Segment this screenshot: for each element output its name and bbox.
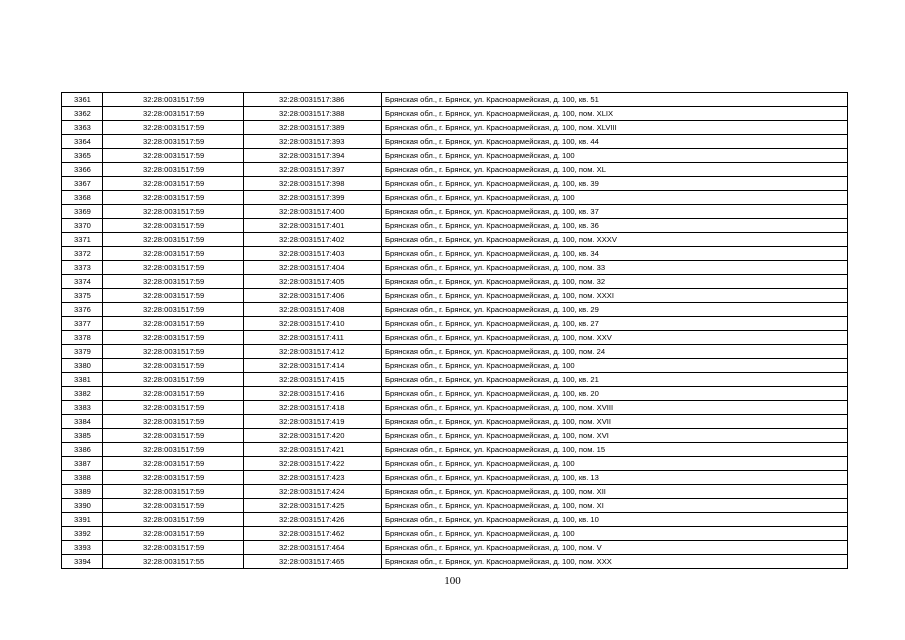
parcel-number-cell: 32:28:0031517:59 [103,275,244,289]
parcel-number-cell: 32:28:0031517:59 [103,457,244,471]
parcel-number-cell: 32:28:0031517:59 [103,149,244,163]
parcel-number-cell: 32:28:0031517:59 [103,135,244,149]
row-number-cell: 3371 [62,233,103,247]
row-number-cell: 3390 [62,499,103,513]
row-number-cell: 3380 [62,359,103,373]
table-row [62,93,848,107]
object-number-cell: 32:28:0031517:388 [244,107,382,121]
parcel-number-cell: 32:28:0031517:59 [103,121,244,135]
table-row [62,555,848,569]
table-row [62,373,848,387]
row-number-cell: 3388 [62,471,103,485]
table-row [62,471,848,485]
address-cell: Брянская обл., г. Брянск, ул. Красноармейская, д. 100 [382,457,848,471]
table-row [62,261,848,275]
object-number-cell: 32:28:0031517:415 [244,373,382,387]
table-row [62,205,848,219]
row-number-cell: 3372 [62,247,103,261]
parcel-number-cell: 32:28:0031517:59 [103,485,244,499]
object-number-cell: 32:28:0031517:389 [244,121,382,135]
table-row [62,149,848,163]
object-number-cell: 32:28:0031517:394 [244,149,382,163]
parcel-number-cell: 32:28:0031517:59 [103,303,244,317]
row-number-cell: 3376 [62,303,103,317]
row-number-cell: 3364 [62,135,103,149]
table-row [62,233,848,247]
parcel-number-cell: 32:28:0031517:59 [103,443,244,457]
address-cell: Брянская обл., г. Брянск, ул. Красноармейская, д. 100, пом. 15 [382,443,848,457]
object-number-cell: 32:28:0031517:411 [244,331,382,345]
object-number-cell: 32:28:0031517:412 [244,345,382,359]
row-number-cell: 3391 [62,513,103,527]
parcel-number-cell: 32:28:0031517:59 [103,471,244,485]
address-cell: Брянская обл., г. Брянск, ул. Красноармейская, д. 100, кв. 36 [382,219,848,233]
table-row [62,415,848,429]
parcel-number-cell: 32:28:0031517:59 [103,289,244,303]
parcel-number-cell: 32:28:0031517:59 [103,261,244,275]
parcel-number-cell: 32:28:0031517:59 [103,163,244,177]
table-row [62,107,848,121]
row-number-cell: 3366 [62,163,103,177]
row-number-cell: 3367 [62,177,103,191]
address-cell: Брянская обл., г. Брянск, ул. Красноармейская, д. 100, кв. 10 [382,513,848,527]
row-number-cell: 3389 [62,485,103,499]
row-number-cell: 3381 [62,373,103,387]
row-number-cell: 3392 [62,527,103,541]
object-number-cell: 32:28:0031517:405 [244,275,382,289]
page-number: 100 [444,575,461,587]
address-cell: Брянская обл., г. Брянск, ул. Красноармейская, д. 100, кв. 20 [382,387,848,401]
object-number-cell: 32:28:0031517:406 [244,289,382,303]
table-row [62,191,848,205]
address-cell: Брянская обл., г. Брянск, ул. Красноармейская, д. 100, кв. 39 [382,177,848,191]
address-cell: Брянская обл., г. Брянск, ул. Красноармейская, д. 100, кв. 44 [382,135,848,149]
table-row [62,513,848,527]
table-row [62,401,848,415]
address-cell: Брянская обл., г. Брянск, ул. Красноармейская, д. 100, пом. XVII [382,415,848,429]
row-number-cell: 3363 [62,121,103,135]
row-number-cell: 3382 [62,387,103,401]
table-row [62,429,848,443]
parcel-number-cell: 32:28:0031517:59 [103,247,244,261]
parcel-number-cell: 32:28:0031517:59 [103,401,244,415]
address-cell: Брянская обл., г. Брянск, ул. Красноармейская, д. 100, пом. XLIX [382,107,848,121]
row-number-cell: 3383 [62,401,103,415]
parcel-number-cell: 32:28:0031517:59 [103,499,244,513]
object-number-cell: 32:28:0031517:393 [244,135,382,149]
row-number-cell: 3365 [62,149,103,163]
row-number-cell: 3373 [62,261,103,275]
cadastral-table [61,92,848,569]
address-cell: Брянская обл., г. Брянск, ул. Красноармейская, д. 100, пом. XXXI [382,289,848,303]
table-body [62,93,848,569]
row-number-cell: 3370 [62,219,103,233]
object-number-cell: 32:28:0031517:419 [244,415,382,429]
table-row [62,303,848,317]
table-row [62,499,848,513]
parcel-number-cell: 32:28:0031517:59 [103,191,244,205]
table-row [62,219,848,233]
table-row [62,177,848,191]
address-cell: Брянская обл., г. Брянск, ул. Красноармейская, д. 100, пом. XII [382,485,848,499]
object-number-cell: 32:28:0031517:403 [244,247,382,261]
address-cell: Брянская обл., г. Брянск, ул. Красноармейская, д. 100, пом. XVI [382,429,848,443]
table-row [62,331,848,345]
row-number-cell: 3374 [62,275,103,289]
row-number-cell: 3387 [62,457,103,471]
row-number-cell: 3362 [62,107,103,121]
parcel-number-cell: 32:28:0031517:59 [103,93,244,107]
address-cell: Брянская обл., г. Брянск, ул. Красноармейская, д. 100, пом. XXV [382,331,848,345]
address-cell: Брянская обл., г. Брянск, ул. Красноармейская, д. 100, пом. XLVIII [382,121,848,135]
object-number-cell: 32:28:0031517:408 [244,303,382,317]
row-number-cell: 3368 [62,191,103,205]
object-number-cell: 32:28:0031517:465 [244,555,382,569]
parcel-number-cell: 32:28:0031517:59 [103,513,244,527]
parcel-number-cell: 32:28:0031517:55 [103,555,244,569]
parcel-number-cell: 32:28:0031517:59 [103,331,244,345]
parcel-number-cell: 32:28:0031517:59 [103,387,244,401]
address-cell: Брянская обл., г. Брянск, ул. Красноармейская, д. 100, кв. 27 [382,317,848,331]
address-cell: Брянская обл., г. Брянск, ул. Красноармейская, д. 100, пом. V [382,541,848,555]
object-number-cell: 32:28:0031517:464 [244,541,382,555]
parcel-number-cell: 32:28:0031517:59 [103,373,244,387]
object-number-cell: 32:28:0031517:399 [244,191,382,205]
row-number-cell: 3369 [62,205,103,219]
table-row [62,485,848,499]
row-number-cell: 3386 [62,443,103,457]
table-row [62,457,848,471]
table-row [62,275,848,289]
object-number-cell: 32:28:0031517:423 [244,471,382,485]
object-number-cell: 32:28:0031517:397 [244,163,382,177]
object-number-cell: 32:28:0031517:462 [244,527,382,541]
row-number-cell: 3379 [62,345,103,359]
object-number-cell: 32:28:0031517:414 [244,359,382,373]
table-row [62,527,848,541]
address-cell: Брянская обл., г. Брянск, ул. Красноармейская, д. 100, пом. XXX [382,555,848,569]
parcel-number-cell: 32:28:0031517:59 [103,177,244,191]
object-number-cell: 32:28:0031517:422 [244,457,382,471]
parcel-number-cell: 32:28:0031517:59 [103,205,244,219]
table-row [62,443,848,457]
row-number-cell: 3385 [62,429,103,443]
address-cell: Брянская обл., г. Брянск, ул. Красноармейская, д. 100, пом. XI [382,499,848,513]
table-row [62,289,848,303]
address-cell: Брянская обл., г. Брянск, ул. Красноармейская, д. 100 [382,359,848,373]
address-cell: Брянская обл., г. Брянск, ул. Красноармейская, д. 100, кв. 21 [382,373,848,387]
address-cell: Брянская обл., г. Брянск, ул. Красноармейская, д. 100, пом. XXXV [382,233,848,247]
row-number-cell: 3394 [62,555,103,569]
object-number-cell: 32:28:0031517:398 [244,177,382,191]
table-row [62,163,848,177]
object-number-cell: 32:28:0031517:418 [244,401,382,415]
address-cell: Брянская обл., г. Брянск, ул. Красноармейская, д. 100, кв. 13 [382,471,848,485]
row-number-cell: 3378 [62,331,103,345]
row-number-cell: 3384 [62,415,103,429]
object-number-cell: 32:28:0031517:400 [244,205,382,219]
row-number-cell: 3361 [62,93,103,107]
row-number-cell: 3377 [62,317,103,331]
table-row [62,247,848,261]
parcel-number-cell: 32:28:0031517:59 [103,233,244,247]
parcel-number-cell: 32:28:0031517:59 [103,107,244,121]
object-number-cell: 32:28:0031517:401 [244,219,382,233]
table-row [62,541,848,555]
address-cell: Брянская обл., г. Брянск, ул. Красноармейская, д. 100, кв. 37 [382,205,848,219]
table-row [62,387,848,401]
parcel-number-cell: 32:28:0031517:59 [103,541,244,555]
table-row [62,121,848,135]
row-number-cell: 3375 [62,289,103,303]
address-cell: Брянская обл., г. Брянск, ул. Красноармейская, д. 100, пом. 24 [382,345,848,359]
table-row [62,359,848,373]
table-row [62,317,848,331]
object-number-cell: 32:28:0031517:402 [244,233,382,247]
table-row [62,345,848,359]
address-cell: Брянская обл., г. Брянск, ул. Красноармейская, д. 100, кв. 29 [382,303,848,317]
object-number-cell: 32:28:0031517:404 [244,261,382,275]
address-cell: Брянская обл., г. Брянск, ул. Красноармейская, д. 100 [382,191,848,205]
object-number-cell: 32:28:0031517:426 [244,513,382,527]
object-number-cell: 32:28:0031517:416 [244,387,382,401]
address-cell: Брянская обл., г. Брянск, ул. Красноармейская, д. 100, пом. XVIII [382,401,848,415]
object-number-cell: 32:28:0031517:424 [244,485,382,499]
parcel-number-cell: 32:28:0031517:59 [103,317,244,331]
address-cell: Брянская обл., г. Брянск, ул. Красноармейская, д. 100, пом. 32 [382,275,848,289]
parcel-number-cell: 32:28:0031517:59 [103,415,244,429]
object-number-cell: 32:28:0031517:421 [244,443,382,457]
address-cell: Брянская обл., г. Брянск, ул. Красноармейская, д. 100, пом. 33 [382,261,848,275]
object-number-cell: 32:28:0031517:420 [244,429,382,443]
parcel-number-cell: 32:28:0031517:59 [103,345,244,359]
parcel-number-cell: 32:28:0031517:59 [103,527,244,541]
address-cell: Брянская обл., г. Брянск, ул. Красноармейская, д. 100, пом. XL [382,163,848,177]
address-cell: Брянская обл., г. Брянск, ул. Красноармейская, д. 100 [382,149,848,163]
parcel-number-cell: 32:28:0031517:59 [103,219,244,233]
table-row [62,135,848,149]
object-number-cell: 32:28:0031517:410 [244,317,382,331]
address-cell: Брянская обл., г. Брянск, ул. Красноармейская, д. 100, кв. 34 [382,247,848,261]
row-number-cell: 3393 [62,541,103,555]
address-cell: Брянская обл., г. Брянск, ул. Красноармейская, д. 100, кв. 51 [382,93,848,107]
address-cell: Брянская обл., г. Брянск, ул. Красноармейская, д. 100 [382,527,848,541]
object-number-cell: 32:28:0031517:425 [244,499,382,513]
parcel-number-cell: 32:28:0031517:59 [103,359,244,373]
object-number-cell: 32:28:0031517:386 [244,93,382,107]
parcel-number-cell: 32:28:0031517:59 [103,429,244,443]
